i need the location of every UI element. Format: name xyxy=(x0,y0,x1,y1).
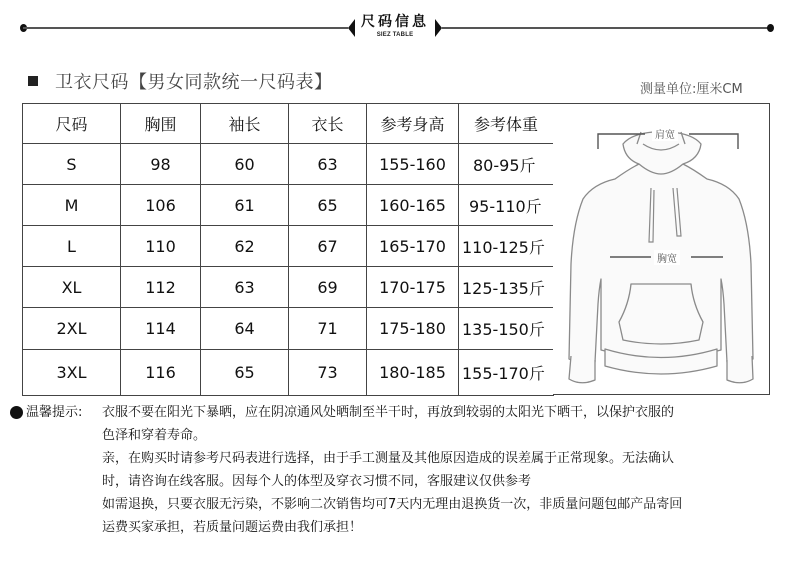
cell-height: 165-170 xyxy=(367,226,459,267)
cell-sleeve: 60 xyxy=(201,144,289,185)
header-size: 尺码 xyxy=(23,104,121,144)
cell-weight: 80-95斤 xyxy=(459,144,554,185)
banner-subtitle: SIEZ TABLE xyxy=(376,32,414,38)
section-title: 卫衣尺码【男女同款统一尺码表】 xyxy=(55,72,333,93)
tips-row xyxy=(10,493,785,516)
circle-bullet-icon xyxy=(10,406,23,419)
tips-line: 色泽和穿着寿命。 xyxy=(102,428,207,443)
header-chest: 胸围 xyxy=(121,104,201,144)
triangle-right-icon xyxy=(435,19,442,37)
size-table xyxy=(22,103,554,396)
shoulder-width-label: 肩宽 xyxy=(652,126,678,141)
banner-dot-right xyxy=(767,24,774,32)
cell-length: 63 xyxy=(289,144,367,185)
cell-sleeve: 65 xyxy=(201,350,289,396)
tips-line: 如需退换，只要衣服无污染，不影响二次销售均可7天内无理由退换货一次，非质量问题包邮产品寄回 xyxy=(102,497,683,512)
cell-sleeve: 64 xyxy=(201,308,289,350)
cell-chest: 116 xyxy=(121,350,201,396)
tips-row xyxy=(10,470,785,493)
hoodie-diagram xyxy=(553,103,770,395)
tips-row xyxy=(10,516,785,539)
cell-chest: 114 xyxy=(121,308,201,350)
cell-weight: 135-150斤 xyxy=(459,308,554,350)
header-length: 衣长 xyxy=(289,104,367,144)
cell-length: 73 xyxy=(289,350,367,396)
banner-line-left xyxy=(23,27,348,29)
cell-weight: 95-110斤 xyxy=(459,185,554,226)
cell-sleeve: 63 xyxy=(201,267,289,308)
cell-size: 3XL xyxy=(23,350,121,396)
cell-height: 175-180 xyxy=(367,308,459,350)
cell-sleeve: 61 xyxy=(201,185,289,226)
cell-sleeve: 62 xyxy=(201,226,289,267)
cell-chest: 106 xyxy=(121,185,201,226)
cell-weight: 125-135斤 xyxy=(459,267,554,308)
tips-row xyxy=(10,447,785,470)
cell-height: 180-185 xyxy=(367,350,459,396)
tips-row xyxy=(10,424,785,447)
banner-title: 尺码信息 xyxy=(361,14,429,30)
cell-height: 170-175 xyxy=(367,267,459,308)
cell-weight: 110-125斤 xyxy=(459,226,554,267)
banner-title-block xyxy=(348,13,442,43)
header-weight: 参考体重 xyxy=(459,104,554,144)
cell-chest: 98 xyxy=(121,144,201,185)
banner-line-right xyxy=(442,27,770,29)
tips-line: 运费买家承担，若质量问题运费由我们承担！ xyxy=(102,520,363,535)
section-heading xyxy=(28,68,333,94)
square-bullet-icon xyxy=(28,76,38,86)
cell-size: L xyxy=(23,226,121,267)
cell-length: 69 xyxy=(289,267,367,308)
cell-size: M xyxy=(23,185,121,226)
cell-weight: 155-170斤 xyxy=(459,350,554,396)
cell-size: XL xyxy=(23,267,121,308)
cell-height: 155-160 xyxy=(367,144,459,185)
tips-line: 衣服不要在阳光下暴晒，应在阴凉通风处晒制至半干时，再放到较弱的太阳光下晒干，以保护衣服的 xyxy=(102,405,675,420)
tips-line: 亲，在购买时请参考尺码表进行选择，由于手工测量及其他原因造成的误差属于正常现象。无法确认 xyxy=(102,451,675,466)
section-banner xyxy=(0,0,790,60)
cell-length: 71 xyxy=(289,308,367,350)
table-row xyxy=(23,185,554,226)
tips-line: 时，请咨询在线客服。因每个人的体型及穿衣习惯不同，客服建议仅供参考 xyxy=(102,474,532,489)
table-row xyxy=(23,350,554,396)
header-sleeve: 袖长 xyxy=(201,104,289,144)
cell-size: 2XL xyxy=(23,308,121,350)
table-row xyxy=(23,267,554,308)
table-header-row xyxy=(23,104,554,144)
table-row xyxy=(23,226,554,267)
cell-length: 65 xyxy=(289,185,367,226)
chest-width-label: 胸宽 xyxy=(654,250,680,265)
cell-chest: 110 xyxy=(121,226,201,267)
unit-label: 测量单位:厘米CM xyxy=(640,82,743,97)
cell-size: S xyxy=(23,144,121,185)
header-height: 参考身高 xyxy=(367,104,459,144)
size-table-container xyxy=(22,103,553,395)
cell-height: 160-165 xyxy=(367,185,459,226)
tips-label: 温馨提示: xyxy=(26,405,83,420)
table-row xyxy=(23,144,554,185)
tips-row xyxy=(10,401,785,424)
cell-chest: 112 xyxy=(121,267,201,308)
cell-length: 67 xyxy=(289,226,367,267)
table-row xyxy=(23,308,554,350)
tips-section xyxy=(10,401,785,539)
